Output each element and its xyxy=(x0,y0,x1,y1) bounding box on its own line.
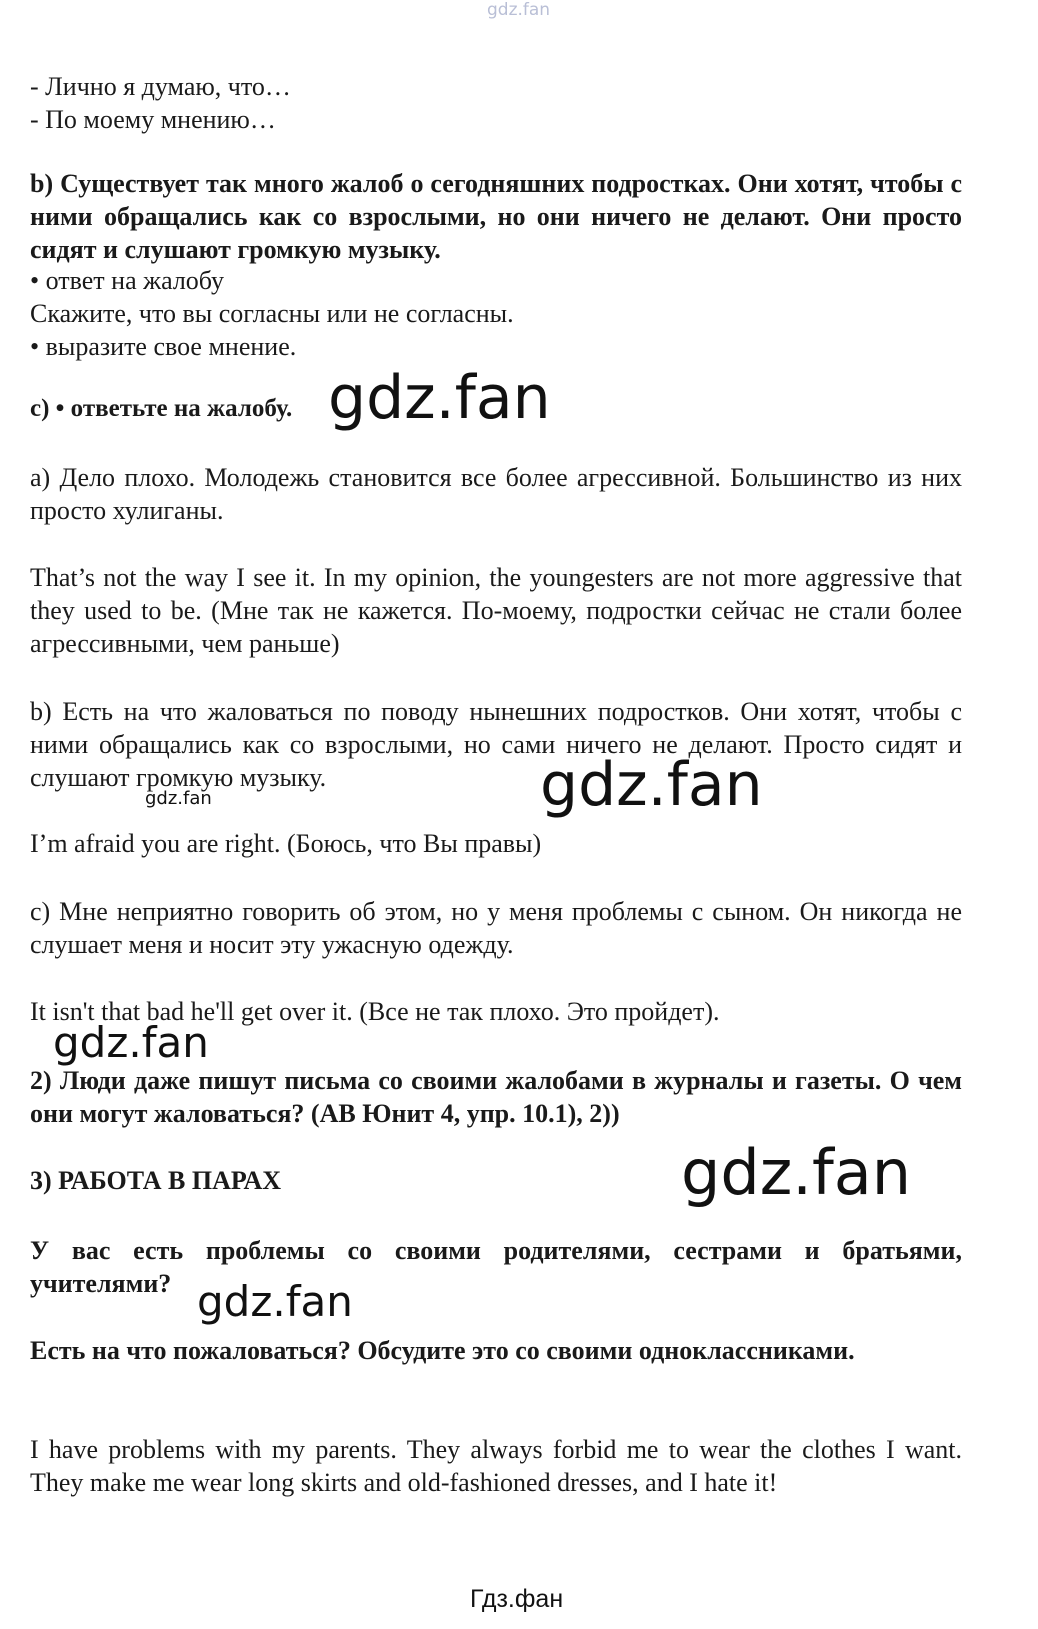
task-b-bullets xyxy=(30,264,962,363)
watermark: gdz.fan xyxy=(328,363,551,433)
answer-c: It isn't that bad he'll get over it. (Все не так плохо. Это пройдет). xyxy=(30,997,720,1026)
phrase-line: - По моему мнению… xyxy=(30,105,276,134)
phrase-line: - Лично я думаю, что… xyxy=(30,72,291,101)
watermark: gdz.fan xyxy=(53,1018,209,1067)
watermark: gdz.fan xyxy=(540,750,763,820)
watermark-small: gdz.fan xyxy=(145,788,212,809)
task-c: c) • ответьте на жалобу. xyxy=(30,395,293,422)
watermark-top: gdz.fan xyxy=(487,0,551,20)
watermark: gdz.fan xyxy=(197,1277,353,1326)
answer-a: That’s not the way I see it. In my opinion, the youngesters are not more aggressive that they used to be. (Мне так не кажется. По-моему, подростки сейчас не стали более агрессивными, чем раньше) xyxy=(30,563,962,658)
complaint-c: c) Мне неприятно говорить об этом, но у меня проблемы с сыном. Он никогда не слушает меня и носит эту ужасную одежду. xyxy=(30,897,962,959)
bullet-line: • выразите свое мнение. xyxy=(30,332,297,361)
question-2: Есть на что пожаловаться? Обсудите это со своими одноклассниками. xyxy=(30,1336,855,1365)
instruction-line: Скажите, что вы согласны или не согласны. xyxy=(30,299,514,328)
task-3-heading: 3) РАБОТА В ПАРАХ xyxy=(30,1166,281,1195)
phrases-block xyxy=(30,70,962,136)
question-1: У вас есть проблемы со своими родителями, сестрами и братьями, учителями? xyxy=(30,1236,962,1298)
answer-b: I’m afraid you are right. (Боюсь, что Вы правы) xyxy=(30,829,542,858)
watermark-bottom: Гдз.фан xyxy=(470,1585,564,1613)
complaint-b: b) Есть на что жаловаться по поводу нынешних подростков. Они хотят, чтобы с ними обращались как со взрослыми, но сами ничего не делают. Просто сидят и слушают громкую музыку. xyxy=(30,697,962,792)
complaint-a: a) Дело плохо. Молодежь становится все более агрессивной. Большинство из них просто хулиганы. xyxy=(30,463,962,525)
watermark: gdz.fan xyxy=(681,1136,912,1209)
final-answer: I have problems with my parents. They always forbid me to wear the clothes I want. They make me wear long skirts and old-fashioned dresses, and I hate it! xyxy=(30,1435,962,1497)
bullet-line: • ответ на жалобу xyxy=(30,266,225,295)
task-b: b) Существует так много жалоб о сегодняшних подростках. Они хотят, чтобы с ними обращались как со взрослыми, но они ничего не делают. Они просто сидят и слушают громкую музыку. xyxy=(30,169,962,264)
task-2: 2) Люди даже пишут письма со своими жалобами в журналы и газеты. О чем они могут жаловаться? (АВ Юнит 4, упр. 10.1), 2)) xyxy=(30,1066,962,1128)
